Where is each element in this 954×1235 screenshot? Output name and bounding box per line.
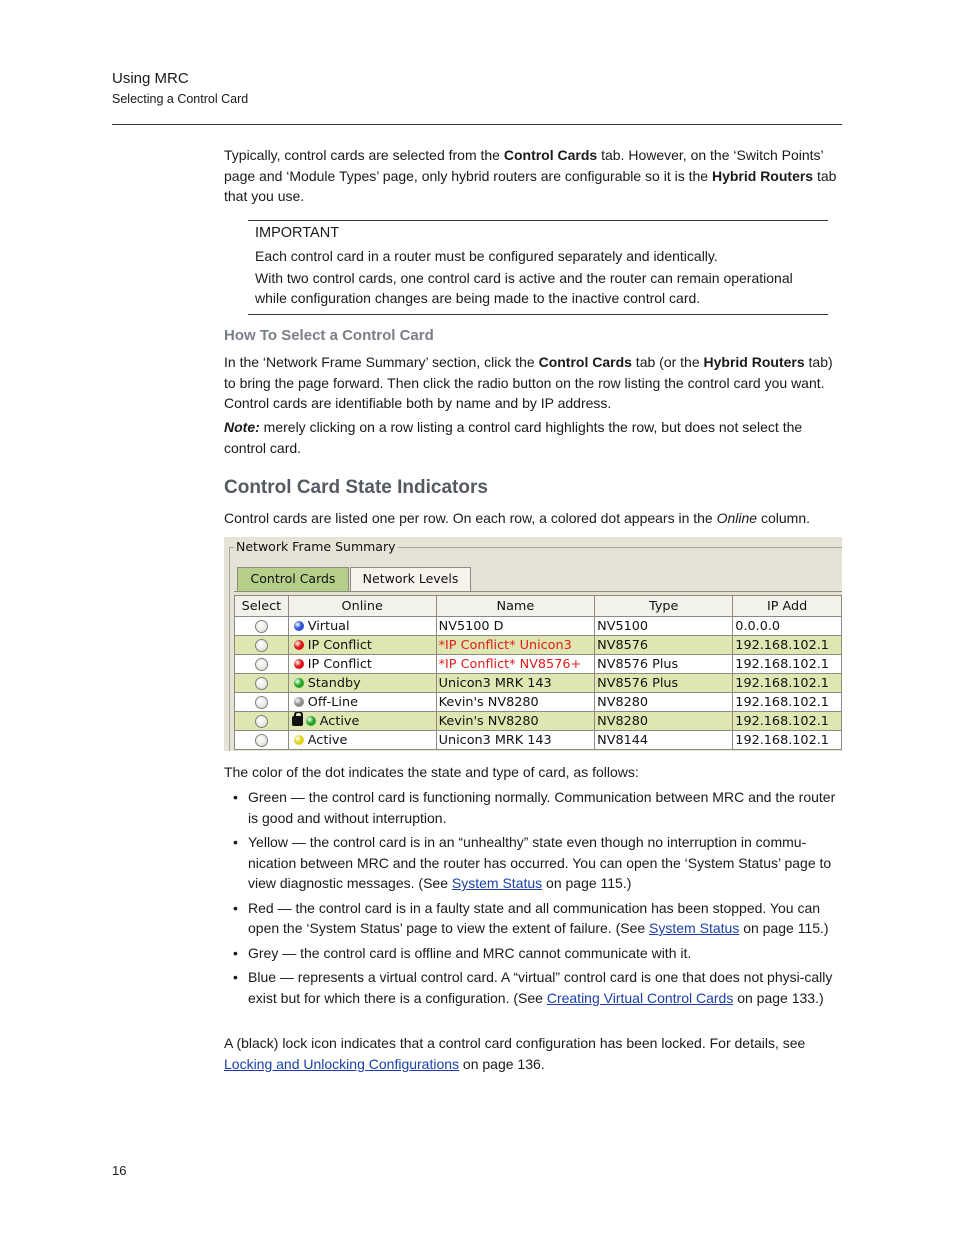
card-name: *IP Conflict* NV8576+: [436, 655, 595, 674]
running-header-subtitle: Selecting a Control Card: [112, 92, 249, 106]
col-ip[interactable]: IP Add: [733, 596, 842, 617]
status-dot-icon: [294, 621, 304, 631]
locking-unlocking-link[interactable]: Locking and Unlocking Configurations: [224, 1055, 460, 1072]
select-radio[interactable]: [255, 639, 268, 652]
important-title: IMPORTANT: [255, 225, 340, 241]
select-radio[interactable]: [255, 734, 268, 747]
important-text-1: Each control card in a router must be configured separately and identically.: [255, 247, 718, 264]
select-radio[interactable]: [255, 658, 268, 671]
creating-virtual-control-cards-link[interactable]: Creating Virtual Control Cards: [546, 989, 734, 1006]
running-header-title: Using MRC: [112, 70, 189, 87]
card-name: Kevin's NV8280: [436, 693, 595, 712]
card-type: NV8144: [595, 731, 733, 750]
table-row[interactable]: [235, 655, 842, 674]
list-item-green: • Green — the control card is functioning normally. Communication between MRC and the router is good and without interruption.: [233, 789, 836, 826]
card-type: NV8576: [595, 636, 733, 655]
system-status-link-1[interactable]: System Status: [451, 875, 543, 891]
card-ip: 192.168.102.1: [733, 712, 842, 731]
card-ip: 192.168.102.1: [733, 655, 842, 674]
card-name: Unicon3 MRK 143: [436, 731, 595, 750]
network-frame-summary-screenshot: [224, 537, 842, 751]
select-radio[interactable]: [255, 715, 268, 728]
status-dot-icon: [294, 735, 304, 745]
card-name: NV5100 D: [436, 617, 595, 636]
card-ip: 192.168.102.1: [733, 693, 842, 712]
tab-network-levels[interactable]: Network Levels: [350, 567, 471, 591]
online-state: Virtual: [307, 618, 350, 634]
col-select[interactable]: Select: [235, 596, 289, 617]
colors-intro: The color of the dot indicates the state and type of card, as follows:: [224, 764, 639, 780]
intro-paragraph: Typically, control cards are selected from the Control Cards tab. However, on the ‘Switch Points’ page and ‘Module Types’ page, only hybrid routers are configurable so it is the Hybrid Routers tab that you use.: [224, 147, 837, 204]
status-dot-icon: [306, 716, 316, 726]
list-item-red: • Red — the control card is in a faulty state and all communication has been stopped. You can open the ‘System Status’ page to view the extent of failure. (See System Status on page 115.): [233, 899, 829, 936]
state-color-list: [233, 787, 843, 1012]
header-rule: [112, 124, 842, 125]
lock-paragraph: A (black) lock icon indicates that a control card configuration has been locked. For details, see Locking and Unlocking Configurations on page 136.: [224, 1035, 806, 1072]
important-text-2: With two control cards, one control card is active and the router can remain operational while configuration changes are being made to the inactive control card.: [255, 270, 793, 306]
card-ip: 192.168.102.1: [733, 731, 842, 750]
lock-icon: [292, 716, 303, 726]
online-state: Active: [319, 713, 360, 729]
table-row[interactable]: [235, 693, 842, 712]
tab-baseline: [234, 591, 842, 592]
card-type: NV8280: [595, 693, 733, 712]
table-row[interactable]: [235, 636, 842, 655]
col-online[interactable]: Online: [288, 596, 436, 617]
select-radio[interactable]: [255, 620, 268, 633]
card-ip: 192.168.102.1: [733, 674, 842, 693]
col-name[interactable]: Name: [436, 596, 595, 617]
system-status-link-2[interactable]: System Status: [649, 920, 740, 936]
list-item-grey: • Grey — the control card is offline and MRC cannot communicate with it.: [233, 944, 692, 961]
group-title: Network Frame Summary: [236, 539, 396, 554]
online-state: Standby: [307, 675, 361, 691]
card-type: NV8576 Plus: [595, 674, 733, 693]
card-name: *IP Conflict* Unicon3: [436, 636, 595, 655]
card-type: NV8280: [595, 712, 733, 731]
section-intro: Control cards are listed one per row. On each row, a colored dot appears in the Online column.: [224, 510, 811, 526]
note-paragraph: Note: merely clicking on a row listing a control card highlights the row, but does not select the control card.: [224, 419, 803, 456]
table-row[interactable]: [235, 674, 842, 693]
col-type[interactable]: Type: [595, 596, 733, 617]
card-name: Kevin's NV8280: [436, 712, 595, 731]
card-ip: 0.0.0.0: [733, 617, 842, 636]
table-row[interactable]: [235, 712, 842, 731]
status-dot-icon: [294, 678, 304, 688]
note-label: Note:: [224, 419, 260, 435]
howto-heading: How To Select a Control Card: [224, 327, 434, 344]
tab-control-cards[interactable]: Control Cards: [237, 567, 349, 591]
online-state: IP Conflict: [307, 656, 372, 672]
online-state: Active: [307, 732, 348, 748]
control-cards-table: [234, 595, 842, 750]
card-type: NV8576 Plus: [595, 655, 733, 674]
list-item-blue: • Blue — represents a virtual control card. A “virtual” control card is one that does not physi-cally exist but for which there is a configuration. (See Creating Virtual Control Cards on page 133.): [233, 969, 833, 1006]
online-state: IP Conflict: [307, 637, 372, 653]
online-state: Off-Line: [307, 694, 358, 710]
card-name: Unicon3 MRK 143: [436, 674, 595, 693]
table-row[interactable]: [235, 731, 842, 750]
status-dot-icon: [294, 659, 304, 669]
card-ip: 192.168.102.1: [733, 636, 842, 655]
card-type: NV5100: [595, 617, 733, 636]
section-heading: Control Card State Indicators: [224, 477, 488, 498]
list-item-yellow: • Yellow — the control card is in an “unhealthy” state even though no interruption in commu-nication between MRC and the router has occurred. You can open the ‘System Status’ page to view diagnostic messages. (See System Status on page 115.): [233, 834, 832, 891]
table-header-row: [235, 596, 842, 617]
status-dot-icon: [294, 697, 304, 707]
important-box: [248, 220, 828, 315]
table-row[interactable]: [235, 617, 842, 636]
howto-paragraph: In the ‘Network Frame Summary’ section, click the Control Cards tab (or the Hybrid Routers tab) to bring the page forward. Then click the radio button on the row listing the control card you want. Control cards are identifiable both by name and by IP address.: [224, 354, 833, 411]
page-number: 16: [112, 1163, 127, 1178]
select-radio[interactable]: [255, 696, 268, 709]
status-dot-icon: [294, 640, 304, 650]
select-radio[interactable]: [255, 677, 268, 690]
